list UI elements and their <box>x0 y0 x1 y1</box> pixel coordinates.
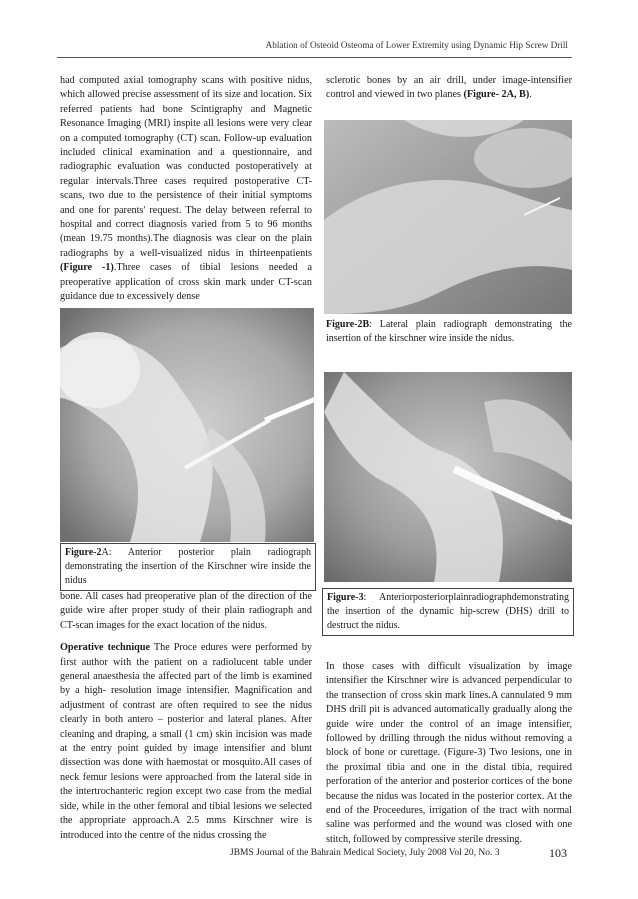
header-rule <box>57 57 572 58</box>
right-column-top <box>326 74 572 103</box>
right-paragraph-1-text-a: sclerotic bones by an air drill, under image-intensifier control and viewed in two planes <box>326 75 572 101</box>
left-paragraph-1-text-a: had computed axial tomography scans with positive nidus, which allowed precise assessment of its size and location. Six referred patients had bone Scintigraphy and Magnetic Resonance Imaging (MRI) inspite all lesions were very clear on a computed tomography (CT) scan. Follow-up evaluation included clinical examination and a questionnaire, and radiographic evaluation was conducted postoperatively at regular intervals.Three cases required postoperative CT-scans, two due to the persistence of their initial symptoms and one for parents' request. The delay between referral to hospital and correct diagnosis varied from 5 to 96 months (mean 19.75 months).The diagnosis was clear on the plain radiographs by a well-visualized nidus in thirteenpatients <box>60 75 312 259</box>
figure-2ab-reference: (Figure- 2A, B) <box>463 89 530 101</box>
operative-technique-text: The Proce edures were performed by first author with the patient on a radiolucent table under general anaesthesia the affected part of the limb is examined by a high- resolution image intensifier. Magnification and adjustment of contrast are often required to see the nidus clearly in both antero – posterior and lateral planes. After cleaning and draping, a small (1 cm) skin incision was made at the entry point guided by image intensifier and blunt dissection was done with haemostat or mosquito.All cases of neck femur lesions were approached from the lateral side in the intertrochanteric region except two case from the medial side, while in the other femoral and tibial lesions we selected the appropriate approach.A 2.5 mms Kirschner wire is introduced into the centre of the nidus crossing the <box>60 642 312 841</box>
left-paragraph-2: bone. All cases had preoperative plan of the direction of the guide wire after proper study of their plain radiograph and CT-scan images for the exact location of the nidus. <box>60 591 312 631</box>
right-column-bottom <box>326 660 572 847</box>
left-column-top <box>60 74 312 305</box>
figure-2a-caption-text: A: Anterior posterior plain radiograph demonstrating the insertion of the Kirschner wire inside the nidus <box>65 547 311 586</box>
figure-2b-caption-text: : Lateral plain radiograph demonstrating the insertion of the kirschner wire inside the nidus. <box>326 319 572 344</box>
right-paragraph-1-text-b: . <box>529 89 532 101</box>
right-paragraph-1 <box>326 74 572 103</box>
right-paragraph-2: In those cases with difficult visualization by image intensifier the Kirschner wire is advanced perpendicular to the transection of cross skin mark lines.A cannulated 9 mm DHS drill pit is advanced automatically gradually along the guide wire under the control of an image intensifier, followed by drilling through the nidus without removing a block of bone or curettage. (Figure-3) Two lesions, one in the proximal tibia and one in the distal tibia, required perforation of the anterior and posterior cortices of the bone because the nidus was located in the posterior cortex. At the end of the Proceedures, irrigation of the tract with normal saline was performed and the wound was closed with one stitch, followed by compressive sterile dressing. <box>326 661 572 845</box>
figure-2b-caption <box>326 318 572 346</box>
figure-3-radiograph <box>324 372 572 582</box>
figure-1-reference: (Figure -1) <box>60 262 114 274</box>
figure-2b-label: Figure-2B <box>326 319 370 330</box>
figure-2a-radiograph <box>60 308 314 542</box>
left-paragraph-1-text-b: .Three cases of tibial lesions needed a preoperative application of cross skin mark under CT-scan guidance due to excessively dense <box>60 262 312 303</box>
figure-3-caption-text: : Anteriorposteriorplainradiographdemonstrating the insertion of the dynamic hip-screw (DHS) drill to destruct the nidus. <box>327 592 569 631</box>
journal-footer: JBMS Journal of the Bahrain Medical Society, July 2008 Vol 20, No. 3 <box>230 848 500 858</box>
figure-2b-radiograph <box>324 120 572 314</box>
figure-3-caption <box>322 588 574 636</box>
figure-3-label: Figure-3 <box>327 592 364 603</box>
operative-technique-heading: Operative technique <box>60 642 151 654</box>
figure-2a-caption <box>60 543 316 591</box>
figure-2a-label: Figure-2 <box>65 547 102 558</box>
operative-technique-paragraph <box>60 641 312 843</box>
left-column-bottom <box>60 590 312 843</box>
page-number: 103 <box>549 846 567 860</box>
running-header: Ablation of Osteoid Osteoma of Lower Extremity using Dynamic Hip Screw Drill <box>265 40 568 50</box>
left-paragraph-1 <box>60 74 312 305</box>
